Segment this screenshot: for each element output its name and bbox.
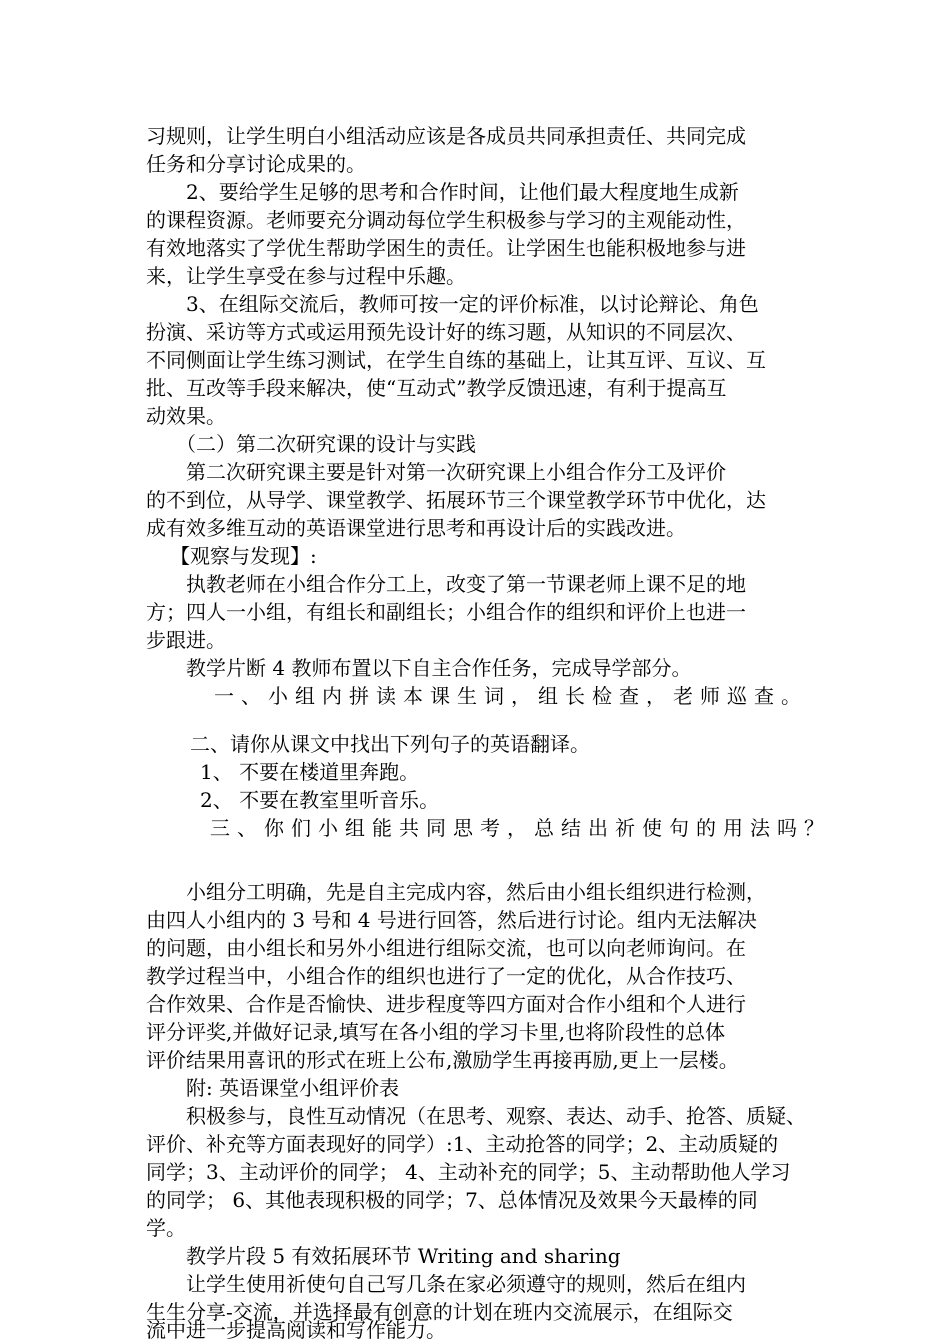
task-subitem: 2、 不要在教室里听音乐。 [200,788,440,812]
text-line: 动效果。 [146,404,226,428]
text-line: 3、在组际交流后，教师可按一定的评价标准，以讨论辩论、角色 [186,292,759,316]
text-line: 扮演、采访等方式或运用预先设计好的练习题，从知识的不同层次、 [146,320,746,344]
text-line: 方；四人一小组，有组长和副组长；小组合作的组织和评价上也进一 [146,600,746,624]
text-line: 习规则，让学生明白小组活动应该是各成员共同承担责任、共同完成 [146,124,746,148]
text-line: 小组分工明确，先是自主完成内容，然后由小组长组织进行检测， [186,880,766,904]
text-line: 的不到位，从导学、课堂教学、拓展环节三个课堂教学环节中优化，达 [146,488,766,512]
text-line: 评分评奖,并做好记录,填写在各小组的学习卡里,也将阶段性的总体 [146,1020,726,1044]
text-line: 批、互改等手段来解决，使“互动式”教学反馈迅速，有利于提高互 [146,376,727,400]
text-line: 任务和分享讨论成果的。 [146,152,366,176]
section-heading: （二）第二次研究课的设计与实践 [176,432,476,456]
text-line: 由四人小组内的 3 号和 4 号进行回答，然后进行讨论。组内无法解决 [146,908,757,932]
task-item: 一、小组内拼读本课生词，组长检查，老师巡查。 [214,684,808,708]
text-line: 执教老师在小组合作分工上，改变了第一节课老师上课不足的地 [186,572,746,596]
subheading: 附: 英语课堂小组评价表 [186,1076,400,1100]
text-line: 2、要给学生足够的思考和合作时间，让他们最大程度地生成新 [186,180,739,204]
text-line: 生生分享-交流，并选择最有创意的计划在班内交流展示，在组际交 [146,1300,733,1324]
text-line: 让学生使用祈使句自己写几条在家必须遵守的规则，然后在组内 [186,1272,746,1296]
subheading: 教学片段 5 有效拓展环节 Writing and sharing [186,1244,621,1268]
text-line: 成有效多维互动的英语课堂进行思考和再设计后的实践改进。 [146,516,686,540]
task-item: 三、你们小组能共同思考，总结出祈使句的用法吗？ [210,816,831,840]
text-line: 第二次研究课主要是针对第一次研究课上小组合作分工及评价 [186,460,726,484]
text-line: 积极参与，良性互动情况（在思考、观察、表达、动手、抢答、质疑、 [186,1104,806,1128]
text-line: 不同侧面让学生练习测试，在学生自练的基础上，让其互评、互议、互 [146,348,766,372]
text-line: 评价、补充等方面表现好的同学）:1、主动抢答的同学；2、主动质疑的 [146,1132,779,1156]
text-line: 的问题，由小组长和另外小组进行组际交流，也可以向老师询问。在 [146,936,746,960]
subheading: 【观察与发现】: [170,544,317,568]
text-line: 流中进一步提高阅读和写作能力。 [146,1318,446,1342]
text-line: 来，让学生享受在参与过程中乐趣。 [146,264,466,288]
text-line: 合作效果、合作是否愉快、进步程度等四方面对合作小组和个人进行 [146,992,746,1016]
text-line: 有效地落实了学优生帮助学困生的责任。让学困生也能积极地参与进 [146,236,746,260]
text-line: 的同学； 6、其他表现积极的同学；7、总体情况及效果今天最棒的同 [146,1188,758,1212]
text-line: 评价结果用喜讯的形式在班上公布,激励学生再接再励,更上一层楼。 [146,1048,739,1072]
text-line: 的课程资源。老师要充分调动每位学生积极参与学习的主观能动性， [146,208,746,232]
text-line: 教学过程当中，小组合作的组织也进行了一定的优化，从合作技巧、 [146,964,746,988]
text-line: 教学片断 4 教师布置以下自主合作任务，完成导学部分。 [186,656,692,680]
task-subitem: 1、 不要在楼道里奔跑。 [200,760,420,784]
text-line: 步跟进。 [146,628,226,652]
text-line: 学。 [146,1216,186,1240]
text-line: 同学；3、主动评价的同学； 4、主动补充的同学；5、主动帮助他人学习 [146,1160,791,1184]
task-item: 二、请你从课文中找出下列句子的英语翻译。 [190,732,590,756]
